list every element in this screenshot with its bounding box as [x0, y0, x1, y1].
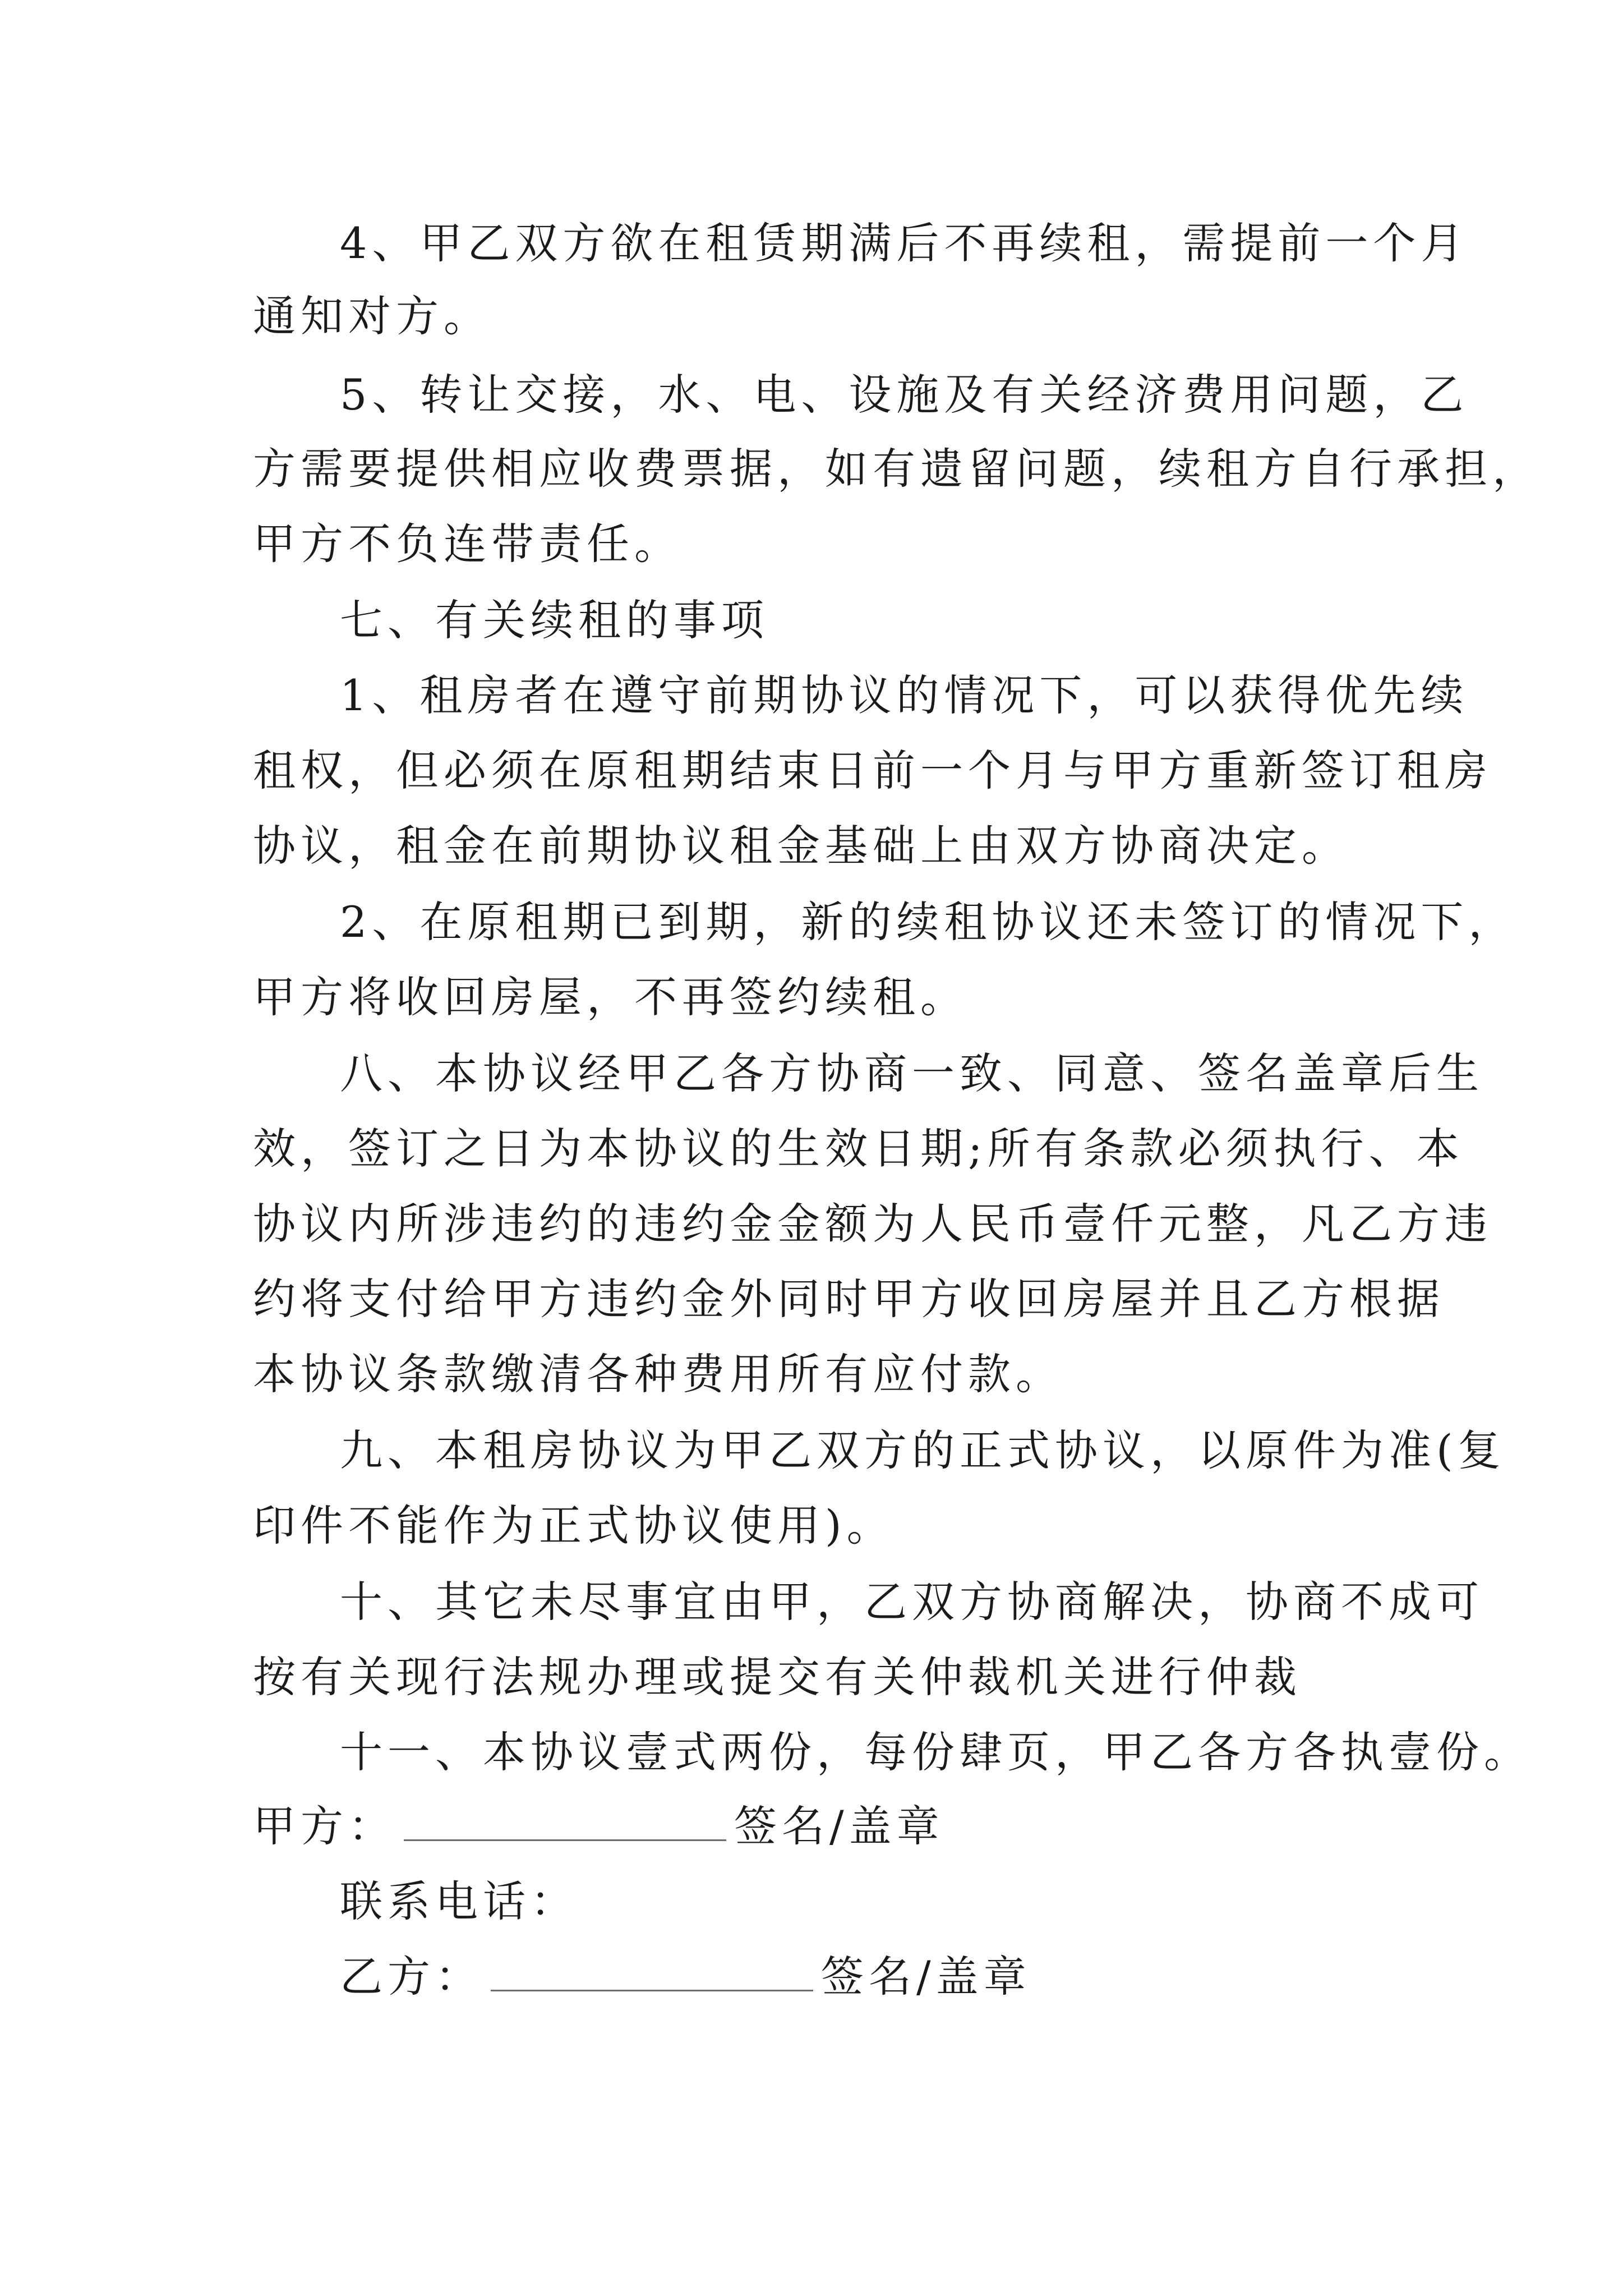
phone-line	[340, 1874, 1473, 1930]
paragraph-line: 协议内所涉违约的违约金金额为人民币壹仟元整，凡乙方违	[253, 1199, 1492, 1249]
paragraph-line: 九、本租房协议为甲乙双方的正式协议，以原件为准(复	[340, 1425, 1506, 1475]
paragraph-line: 甲方将收回房屋，不再签约续租。	[253, 972, 968, 1022]
phone-label: 联系电话：	[340, 1876, 578, 1926]
paragraph-line: 十、其它未尽事宜由甲，乙双方协商解决，协商不成可	[340, 1577, 1484, 1627]
paragraph-line: 1、租房者在遵守前期协议的情况下，可以获得优先续	[340, 670, 1469, 720]
paragraph-line: 约将支付给甲方违约金外同时甲方收回房屋并且乙方根据	[253, 1274, 1445, 1324]
party-a-label: 甲方：	[253, 1801, 396, 1851]
paragraph-line: 八、本协议经甲乙各方协商一致、同意、签名盖章后生	[340, 1048, 1484, 1098]
section-heading: 七、有关续租的事项	[340, 595, 769, 645]
party-b-signature-blank	[491, 1956, 813, 1991]
party-b-label: 乙方：	[340, 1952, 483, 2001]
paragraph-line: 甲方不负连带责任。	[253, 519, 682, 569]
party-a-signature-blank	[404, 1806, 726, 1841]
paragraph-line: 十一、本协议壹式两份，每份肆页，甲乙各方各执壹份。	[340, 1727, 1532, 1777]
paragraph-line: 效，签订之日为本协议的生效日期;所有条款必须执行、本	[253, 1124, 1464, 1174]
paragraph-line: 印件不能作为正式协议使用)。	[253, 1501, 895, 1550]
party-a-sign-text: 签名/盖章	[734, 1801, 944, 1851]
party-a-signature-line	[253, 1798, 1386, 1855]
paragraph-line: 2、在原租期已到期，新的续租协议还未签订的情况下，	[340, 897, 1516, 947]
paragraph-line: 租权，但必须在原租期结束日前一个月与甲方重新签订租房	[253, 746, 1492, 795]
paragraph-line: 协议，租金在前期协议租金基础上由双方协商决定。	[253, 821, 1349, 871]
paragraph-line: 按有关现行法规办理或提交有关仲裁机关进行仲裁	[253, 1652, 1302, 1702]
paragraph-line: 方需要提供相应收费票据，如有遗留问题，续租方自行承担，	[253, 444, 1540, 494]
paragraph-line: 本协议条款缴清各种费用所有应付款。	[253, 1349, 1063, 1399]
party-b-signature-line	[340, 1949, 1473, 2005]
paragraph-line: 通知对方。	[253, 291, 491, 341]
party-b-sign-text: 签名/盖章	[821, 1952, 1031, 2001]
paragraph-line: 5、转让交接，水、电、设施及有关经济费用问题，乙	[340, 370, 1469, 420]
paragraph-line: 4、甲乙双方欲在租赁期满后不再续租，需提前一个月	[340, 218, 1469, 268]
